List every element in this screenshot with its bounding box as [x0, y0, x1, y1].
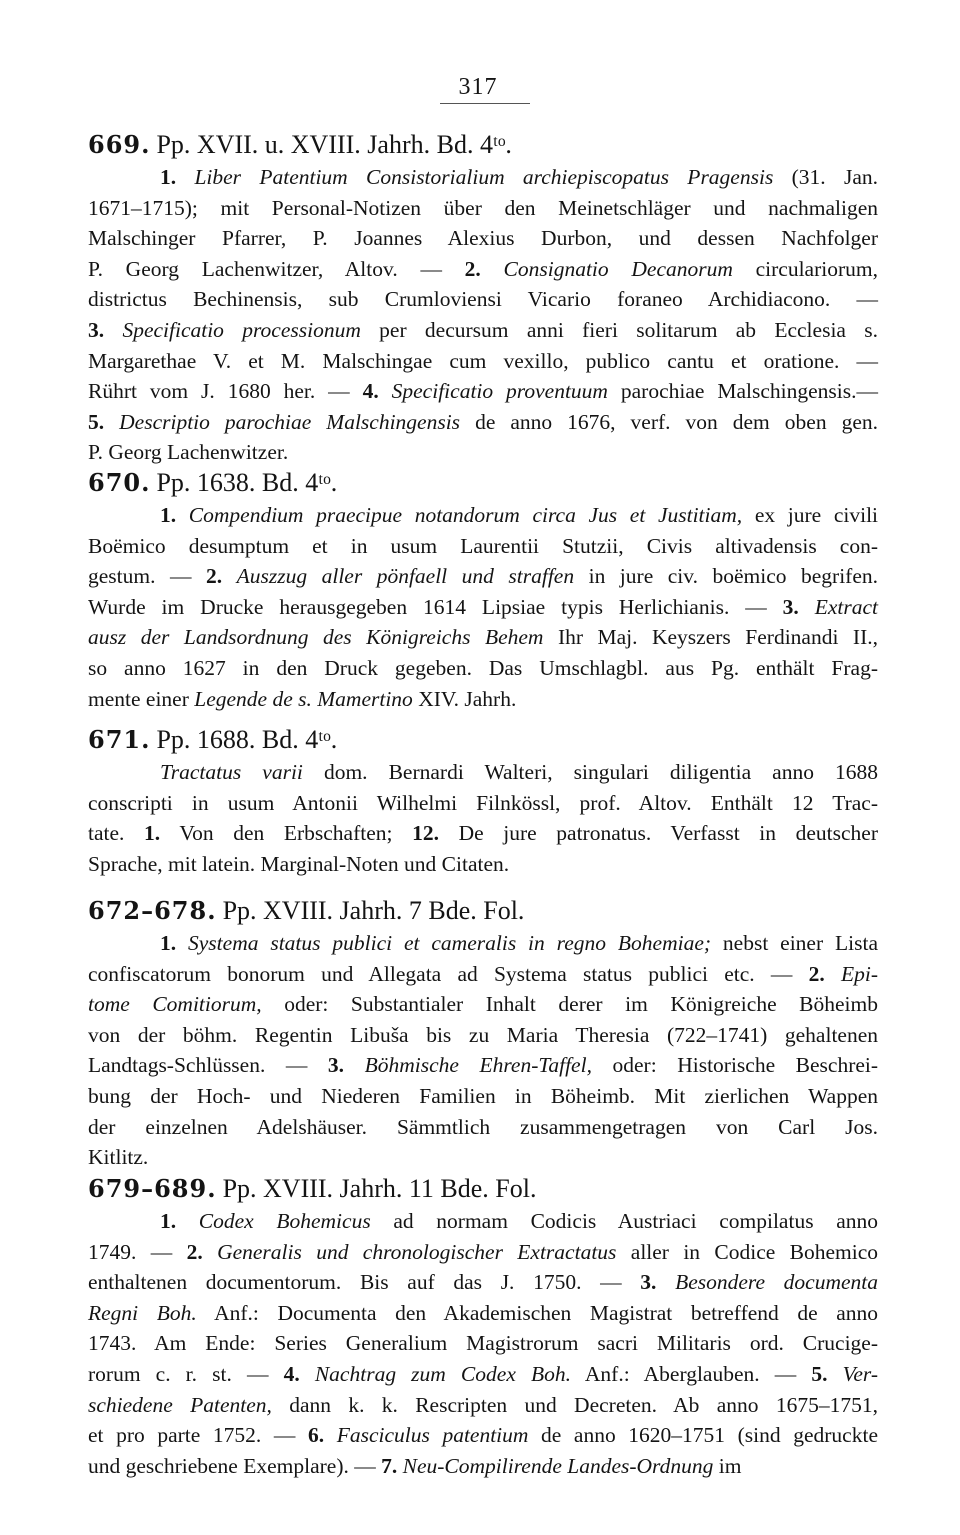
- item-number: 2.: [205, 564, 223, 589]
- italic-title: Codex Bohemicus: [198, 1209, 371, 1233]
- entry-heading: [88, 894, 878, 928]
- text-span: [481, 257, 504, 281]
- italic-title: schiedene Patenten,: [88, 1392, 272, 1417]
- text-line: [88, 684, 878, 715]
- text-span: Landtags-Schlüssen. —: [88, 1053, 328, 1078]
- italic-title: Extract: [814, 594, 879, 619]
- text-span: aller in Codice Bohemico: [616, 1239, 879, 1264]
- text-line: [88, 500, 878, 531]
- text-span: per decursum anni fieri solitarum ab Ecclesia s.: [360, 317, 879, 342]
- catalog-entry: [88, 894, 878, 1173]
- text-line: [88, 1359, 878, 1390]
- text-line: [88, 757, 878, 788]
- italic-title: Fasciculus patentium: [336, 1423, 529, 1448]
- item-number: 6.: [307, 1423, 325, 1448]
- text-span: [176, 503, 189, 527]
- text-span: dann k. k. Rescripten und Decreten. Ab anno 1675–1751,: [271, 1392, 878, 1417]
- text-line: [88, 1142, 878, 1173]
- text-span: [222, 564, 237, 588]
- text-line: [88, 193, 878, 224]
- text-span: oder: Historische Beschrei-: [591, 1053, 879, 1078]
- text-span: Rührt vom J. 1680 her. —: [88, 379, 363, 404]
- italic-title: Böhmische Ehren-Taffel,: [364, 1053, 592, 1078]
- catalog-entry: [88, 723, 878, 879]
- italic-title: ausz der Landsordnung des Königreichs Behem: [88, 625, 544, 650]
- item-number: 1.: [160, 165, 195, 189]
- text-span: P. Georg Lachenwitzer.: [88, 440, 289, 465]
- text-span: in jure civ. boëmico begrifen.: [574, 564, 879, 589]
- entry-heading: [88, 466, 878, 500]
- text-span: tate.: [88, 821, 145, 846]
- text-span: 1743. Am Ende: Series Generalium Magistrorum sacri Militaris ord. Crucige-: [88, 1331, 878, 1356]
- text-span: XIV. Jahrh.: [412, 686, 517, 711]
- text-span: Sprache, mit latein. Marginal-Noten und Citaten.: [88, 851, 510, 876]
- text-span: De jure patronatus. Verfasst in deutscher: [438, 821, 878, 846]
- text-line: [88, 959, 878, 990]
- text-line: [88, 788, 878, 819]
- entry-heading: [88, 1172, 878, 1206]
- item-number: 3.: [782, 594, 799, 619]
- text-span: gestum. —: [88, 564, 206, 589]
- text-span: de anno 1676, verf. von dem oben gen.: [460, 409, 878, 434]
- entry-heading-text: Pp. XVIII. Jahrh. 11 Bde. Fol.: [222, 1174, 537, 1203]
- text-span: enthaltenen documentorum. Bis auf das J. 1750. —: [88, 1270, 641, 1295]
- text-line: [88, 653, 878, 684]
- item-number: 3.: [640, 1270, 657, 1295]
- item-number: 3.: [327, 1053, 345, 1078]
- text-span: circulariorum,: [732, 256, 878, 281]
- entry-heading-text: Pp. XVII. u. XVIII. Jahrh. Bd. 4ᵗᵒ.: [156, 130, 512, 159]
- text-line: [88, 162, 878, 193]
- text-span: [104, 318, 122, 342]
- text-line: [88, 376, 878, 407]
- text-line: [88, 928, 878, 959]
- catalog-entry: [88, 1172, 878, 1481]
- text-line: [88, 1267, 878, 1298]
- text-span: confiscatorum bonorum und Allegata ad Systema status publici etc. —: [88, 961, 809, 986]
- text-line: [88, 1206, 878, 1237]
- text-span: und geschriebene Exemplare). —: [88, 1453, 382, 1478]
- item-number: 5.: [88, 409, 105, 434]
- text-line: [88, 284, 878, 315]
- text-span: [344, 1053, 365, 1077]
- text-span: [656, 1270, 675, 1294]
- text-span: [300, 1362, 315, 1386]
- text-span: Von den Erbschaften;: [160, 821, 413, 846]
- italic-title: Ver-: [842, 1361, 879, 1386]
- text-line: [88, 1328, 878, 1359]
- text-span: 1749. —: [88, 1239, 187, 1264]
- italic-title: Auszzug aller pönfaell und straffen: [236, 564, 575, 589]
- item-number: 2.: [808, 961, 825, 986]
- text-span: Anf.: Documenta den Akademischen Magistrat betreffend de anno: [196, 1300, 878, 1325]
- item-number: 1.: [160, 1209, 177, 1233]
- item-number: 2.: [464, 256, 481, 281]
- italic-title: Tractatus varii: [160, 760, 303, 784]
- text-span: P. Georg Lachenwitzer, Altov. —: [88, 256, 465, 281]
- text-span: [176, 1209, 199, 1233]
- italic-title: Specificatio processionum: [122, 317, 361, 342]
- item-number: 1.: [160, 931, 177, 955]
- entry-number: 672–678.: [88, 896, 217, 925]
- text-span: [324, 1423, 337, 1447]
- text-line: [88, 849, 878, 880]
- item-number: 12.: [412, 821, 439, 846]
- text-span: der einzelnen Adelshäuser. Sämmtlich zusammengetragen von Carl Jos.: [88, 1114, 878, 1139]
- text-span: conscripti in usum Antonii Wilhelmi Filnkössl, prof. Altov. Enthält 12 Trac-: [88, 790, 878, 815]
- text-line: [88, 1420, 878, 1451]
- text-span: [379, 379, 392, 403]
- text-span: [104, 410, 119, 434]
- text-span: dom. Bernardi Walteri, singulari diligentia anno 1688: [302, 760, 878, 784]
- text-span: 1671–1715); mit Personal-Notizen über den Meinetschläger und nachmaligen: [88, 195, 878, 220]
- text-span: ad normam Codicis Austriaci compilatus anno: [370, 1209, 879, 1233]
- italic-title: Systema status publici et cameralis in regno Bohemiae;: [188, 931, 712, 955]
- item-number: 3.: [88, 317, 105, 342]
- text-line: [88, 346, 878, 377]
- text-span: de anno 1620–1751 (sind gedruckte: [528, 1423, 878, 1448]
- text-line: [88, 1050, 878, 1081]
- text-span: et pro parte 1752. —: [88, 1423, 308, 1448]
- italic-title: Consignatio Decanorum: [503, 256, 733, 281]
- entry-number: 669.: [88, 130, 151, 159]
- text-line: [88, 1390, 878, 1421]
- text-span: so anno 1627 in den Druck gegeben. Das Umschlagbl. aus Pg. enthält Frag-: [88, 655, 878, 680]
- text-line: [88, 315, 878, 346]
- text-span: Wurde im Drucke herausgegeben 1614 Lipsiae typis Herlichianis. —: [88, 594, 783, 619]
- text-line: [88, 254, 878, 285]
- italic-title: Legende de s. Mamertino: [194, 686, 413, 711]
- text-span: parochiae Malschingensis.—: [607, 379, 878, 404]
- text-span: (31. Jan.: [773, 165, 878, 189]
- italic-title: Compendium praecipue notandorum circa Jus et Justitiam,: [188, 503, 743, 527]
- text-span: von der böhm. Regentin Libuša bis zu Maria Theresia (722–1741) gehaltenen: [88, 1022, 878, 1047]
- text-span: oder: Substantialer Inhalt derer im Königreiche Böheimb: [261, 992, 878, 1017]
- italic-title: Nachtrag zum Codex Boh.: [314, 1361, 571, 1386]
- text-span: mente einer: [88, 686, 195, 711]
- item-number: 1.: [144, 821, 161, 846]
- italic-title: Descriptio parochiae Malschingensis: [119, 409, 461, 434]
- entry-number: 670.: [88, 468, 151, 497]
- item-number: 5.: [811, 1361, 828, 1386]
- text-span: Boëmico desumptum et in usum Laurentii Stutzii, Civis altivadensis con-: [88, 533, 878, 558]
- italic-title: tome Comitiorum,: [88, 992, 262, 1017]
- text-span: Margarethae V. et M. Malschingae cum vexillo, publico cantu et oratione. —: [88, 348, 878, 373]
- text-span: [828, 1362, 843, 1386]
- text-span: rorum c. r. st. —: [88, 1361, 284, 1386]
- text-span: nebst einer Lista: [711, 931, 879, 955]
- italic-title: Generalis und chronologischer Extractatus: [217, 1239, 617, 1264]
- entry-number: 679–689.: [88, 1174, 217, 1203]
- text-span: [203, 1240, 217, 1264]
- text-span: districtus Bechinensis, sub Crumloviensi Vicario foraneo Archidiacono. —: [88, 287, 878, 312]
- text-line: [88, 1298, 878, 1329]
- item-number: 4.: [283, 1361, 300, 1386]
- italic-title: Specificatio proventuum: [391, 379, 608, 404]
- text-span: Kitlitz.: [88, 1145, 149, 1170]
- italic-title: Epi-: [840, 961, 878, 986]
- text-span: im: [713, 1453, 742, 1478]
- text-line: [88, 1081, 878, 1112]
- entry-number: 671.: [88, 725, 151, 754]
- text-line: [88, 1112, 878, 1143]
- text-span: Anf.: Aberglauben. —: [570, 1361, 812, 1386]
- text-line: [88, 622, 878, 653]
- italic-title: Liber Patentium Consistorialium archiepiscopatus Pragensis: [194, 165, 774, 189]
- item-number: 4.: [362, 379, 379, 404]
- item-number: 7.: [381, 1453, 398, 1478]
- text-line: [88, 989, 878, 1020]
- text-line: [88, 1451, 878, 1482]
- entry-heading-text: Pp. 1688. Bd. 4ᵗᵒ.: [156, 725, 338, 754]
- page-number-rule: [440, 103, 530, 104]
- italic-title: Besondere documenta: [675, 1270, 878, 1295]
- text-line: [88, 561, 878, 592]
- text-line: [88, 223, 878, 254]
- text-line: [88, 437, 878, 468]
- text-span: Ihr Maj. Keyszers Ferdinandi II.,: [543, 625, 878, 650]
- text-span: Malschinger Pfarrer, P. Joannes Alexius Durbon, und dessen Nachfolger: [88, 226, 878, 251]
- text-span: [825, 962, 841, 986]
- text-line: [88, 1020, 878, 1051]
- entry-heading-text: Pp. 1638. Bd. 4ᵗᵒ.: [156, 468, 338, 497]
- text-line: [88, 407, 878, 438]
- catalog-entry: [88, 466, 878, 714]
- item-number: 2.: [186, 1239, 203, 1264]
- text-line: [88, 1237, 878, 1268]
- text-line: [88, 531, 878, 562]
- catalog-entry: [88, 128, 878, 468]
- text-line: [88, 818, 878, 849]
- text-line: [88, 592, 878, 623]
- italic-title: Regni Boh.: [88, 1300, 197, 1325]
- entry-heading-text: Pp. XVIII. Jahrh. 7 Bde. Fol.: [222, 896, 525, 925]
- text-span: bung der Hoch- und Niederen Familien in Böheimb. Mit zierlichen Wappen: [88, 1083, 878, 1108]
- text-span: ex jure civili: [742, 503, 879, 527]
- text-span: [176, 931, 188, 955]
- item-number: 1.: [160, 503, 177, 527]
- entry-heading: [88, 128, 878, 162]
- italic-title: Neu-Compilirende Landes-Ordnung: [402, 1453, 714, 1478]
- page-number: 317: [458, 74, 498, 100]
- entry-heading: [88, 723, 878, 757]
- text-span: [799, 595, 815, 619]
